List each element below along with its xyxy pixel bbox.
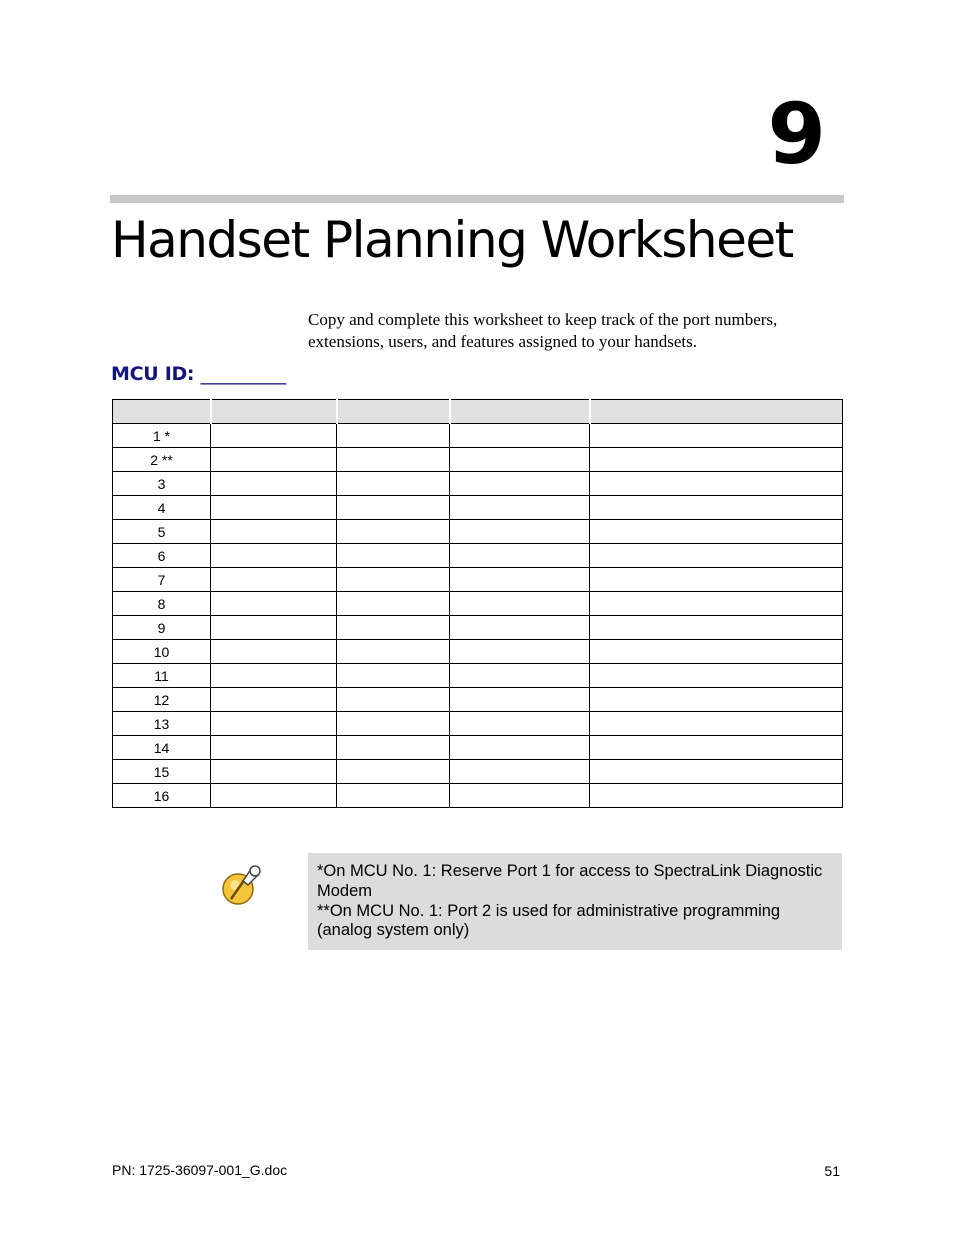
worksheet-entry-cell [337, 496, 450, 520]
port-number-cell: 10 [113, 640, 211, 664]
table-row [113, 496, 843, 520]
table-header-cell [590, 400, 843, 424]
table-header-cell [211, 400, 337, 424]
worksheet-entry-cell [590, 736, 843, 760]
footer-page-number: 51 [824, 1163, 840, 1179]
worksheet-entry-cell [450, 760, 590, 784]
worksheet-entry-cell [211, 712, 337, 736]
port-number-cell: 5 [113, 520, 211, 544]
worksheet-entry-cell [590, 424, 843, 448]
worksheet-entry-cell [211, 616, 337, 640]
worksheet-entry-cell [450, 784, 590, 808]
worksheet-entry-cell [211, 496, 337, 520]
worksheet-entry-cell [450, 424, 590, 448]
table-body [113, 424, 843, 808]
worksheet-entry-cell [450, 592, 590, 616]
chapter-title: Handset Planning Worksheet [111, 211, 793, 269]
worksheet-entry-cell [450, 472, 590, 496]
worksheet-entry-cell [211, 640, 337, 664]
table-header-cell [337, 400, 450, 424]
table-row [113, 472, 843, 496]
table-row [113, 688, 843, 712]
worksheet-entry-cell [337, 424, 450, 448]
port-number-cell: 13 [113, 712, 211, 736]
worksheet-entry-cell [450, 664, 590, 688]
worksheet-entry-cell [590, 664, 843, 688]
worksheet-entry-cell [590, 712, 843, 736]
port-number-cell: 7 [113, 568, 211, 592]
worksheet-entry-cell [211, 736, 337, 760]
worksheet-entry-cell [337, 712, 450, 736]
pushpin-note-icon [218, 862, 264, 908]
worksheet-entry-cell [211, 760, 337, 784]
worksheet-entry-cell [337, 664, 450, 688]
worksheet-entry-cell [337, 544, 450, 568]
worksheet-entry-cell [337, 568, 450, 592]
mcu-id-label: MCU ID: [111, 363, 195, 385]
port-number-cell: 8 [113, 592, 211, 616]
worksheet-entry-cell [590, 496, 843, 520]
worksheet-entry-cell [450, 640, 590, 664]
table-header-row [113, 400, 843, 424]
worksheet-entry-cell [590, 688, 843, 712]
port-number-cell: 15 [113, 760, 211, 784]
table-row [113, 520, 843, 544]
table-row [113, 568, 843, 592]
worksheet-entry-cell [211, 520, 337, 544]
port-number-cell: 3 [113, 472, 211, 496]
table-row [113, 784, 843, 808]
worksheet-entry-cell [450, 736, 590, 760]
table-row [113, 760, 843, 784]
table-row [113, 640, 843, 664]
note-line-port2: **On MCU No. 1: Port 2 is used for administrative programming (analog system only) [317, 901, 781, 940]
port-number-cell: 14 [113, 736, 211, 760]
worksheet-entry-cell [450, 496, 590, 520]
port-number-cell: 1 * [113, 424, 211, 448]
worksheet-entry-cell [450, 616, 590, 640]
port-number-cell: 2 ** [113, 448, 211, 472]
worksheet-entry-cell [450, 520, 590, 544]
worksheet-entry-cell [450, 568, 590, 592]
worksheet-entry-cell [590, 616, 843, 640]
worksheet-entry-cell [211, 784, 337, 808]
worksheet-entry-cell [590, 520, 843, 544]
port-number-cell: 16 [113, 784, 211, 808]
worksheet-entry-cell [211, 592, 337, 616]
table-row [113, 424, 843, 448]
worksheet-entry-cell [590, 592, 843, 616]
table-header-cell [113, 400, 211, 424]
worksheet-entry-cell [337, 736, 450, 760]
worksheet-entry-cell [337, 616, 450, 640]
note-line-port1: *On MCU No. 1: Reserve Port 1 for access to SpectraLink Diagnostic Modem [317, 862, 823, 900]
worksheet-entry-cell [337, 784, 450, 808]
title-rule [110, 195, 844, 203]
note-box [308, 853, 842, 950]
port-number-cell: 11 [113, 664, 211, 688]
worksheet-entry-cell [450, 544, 590, 568]
worksheet-entry-cell [211, 448, 337, 472]
worksheet-entry-cell [337, 520, 450, 544]
worksheet-entry-cell [337, 640, 450, 664]
worksheet-entry-cell [211, 472, 337, 496]
worksheet-entry-cell [211, 544, 337, 568]
table-row [113, 616, 843, 640]
worksheet-entry-cell [590, 640, 843, 664]
worksheet-entry-cell [590, 568, 843, 592]
worksheet-entry-cell [450, 688, 590, 712]
worksheet-entry-cell [337, 760, 450, 784]
port-number-cell: 9 [113, 616, 211, 640]
table-header-cell [450, 400, 590, 424]
worksheet-entry-cell [211, 664, 337, 688]
worksheet-entry-cell [211, 688, 337, 712]
worksheet-entry-cell [337, 592, 450, 616]
worksheet-entry-cell [590, 448, 843, 472]
intro-paragraph: Copy and complete this worksheet to keep track of the port numbers, extensions, users, and features assigned to your handsets. [308, 310, 778, 351]
worksheet-entry-cell [450, 448, 590, 472]
table-row [113, 592, 843, 616]
port-number-cell: 12 [113, 688, 211, 712]
footer-doc-id: PN: 1725-36097-001_G.doc [112, 1162, 288, 1178]
worksheet-entry-cell [337, 448, 450, 472]
table-row [113, 736, 843, 760]
worksheet-entry-cell [590, 760, 843, 784]
worksheet-entry-cell [211, 568, 337, 592]
table-row [113, 712, 843, 736]
chapter-number: 9 [767, 85, 826, 183]
worksheet-entry-cell [590, 472, 843, 496]
mcu-id-blank: _________ [200, 363, 287, 385]
port-number-cell: 6 [113, 544, 211, 568]
mcu-id-heading [111, 363, 286, 385]
table-row [113, 544, 843, 568]
worksheet-entry-cell [337, 688, 450, 712]
worksheet-entry-cell [337, 472, 450, 496]
worksheet-entry-cell [450, 712, 590, 736]
handset-worksheet-table [112, 399, 843, 808]
worksheet-entry-cell [211, 424, 337, 448]
port-number-cell: 4 [113, 496, 211, 520]
table-row [113, 664, 843, 688]
worksheet-entry-cell [590, 544, 843, 568]
worksheet-entry-cell [590, 784, 843, 808]
table-row [113, 448, 843, 472]
